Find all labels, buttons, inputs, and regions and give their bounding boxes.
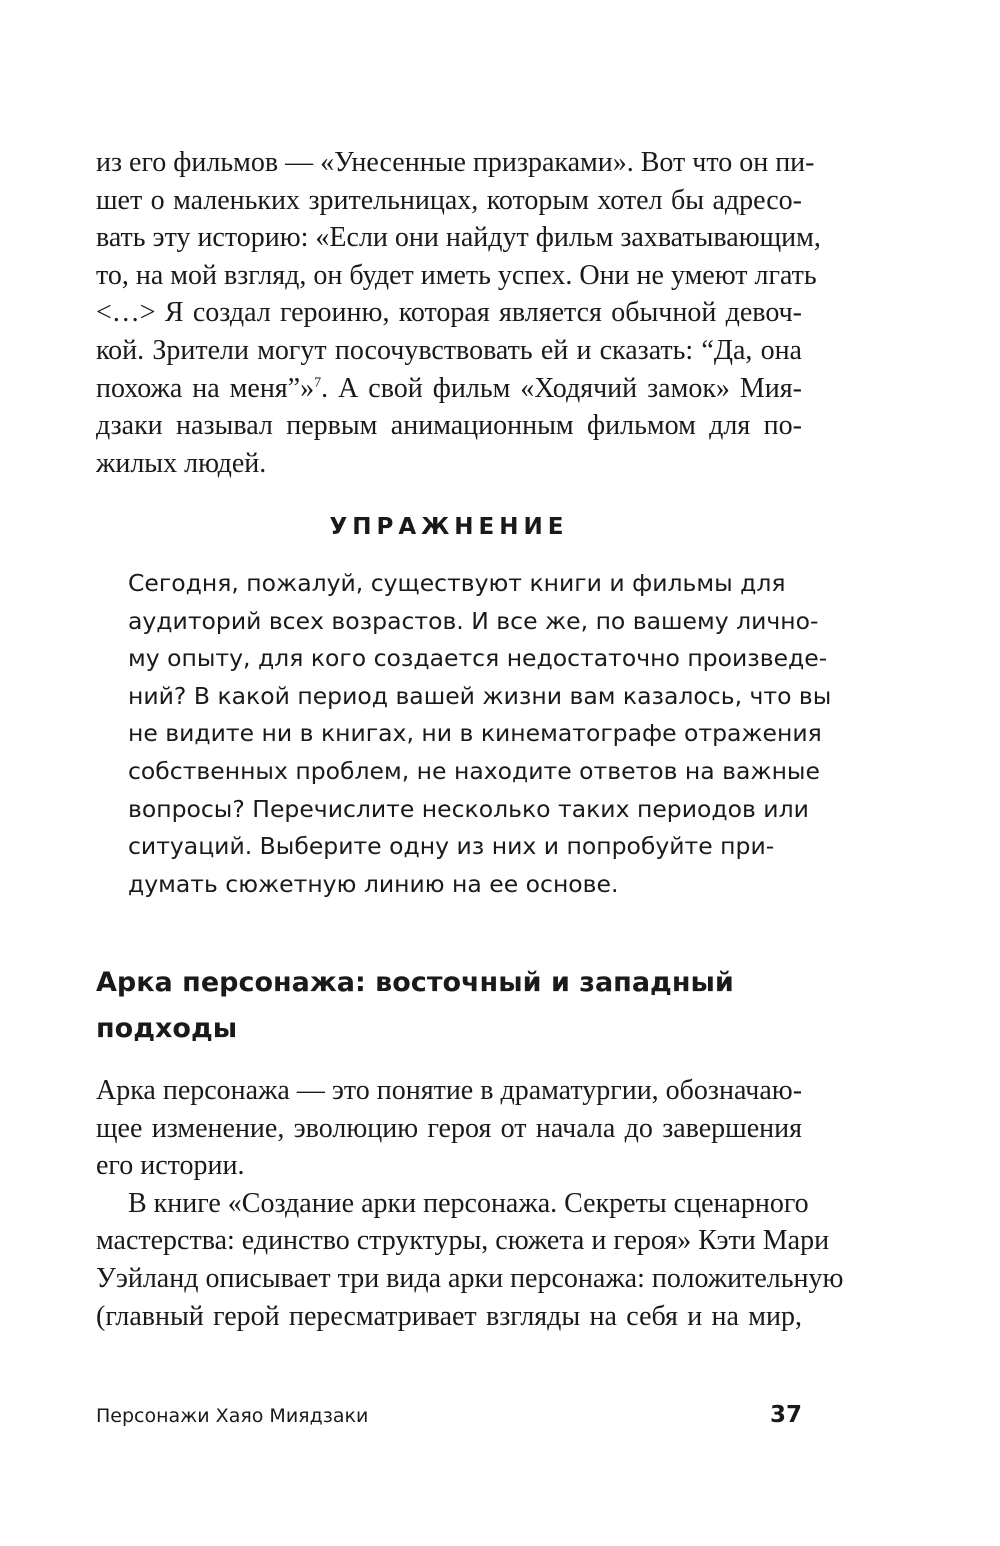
text-line: дзаки называл первым анимационным фильмом для по- (96, 410, 802, 442)
exercise-text (128, 565, 832, 903)
text-line: (главный герой пересматривает взгляды на себя и на мир, (96, 1300, 802, 1332)
text-fragment: похожа на меня”» (96, 372, 315, 404)
footnote-reference[interactable]: 7 (314, 375, 322, 391)
section-body (96, 1072, 844, 1335)
text-line: му опыту, для кого создается недостаточно произведе- (128, 644, 828, 673)
text-line: вопросы? Перечислите несколько таких периодов или (128, 794, 809, 823)
text-line: ситуаций. Выберите одну из них и попробуйте при- (128, 832, 775, 861)
text-line: <…> Я создал героиню, которая является обычной девоч- (96, 297, 802, 329)
text-line: Уэйланд описывает три вида арки персонажа: положительную (96, 1262, 844, 1294)
page-content (96, 144, 844, 1546)
paragraph-2 (96, 1072, 802, 1185)
text-line: из его фильмов — «Унесенные призраками». Вот что он пи- (96, 147, 815, 178)
text-line: Сегодня, пожалуй, существуют книги и фильмы для (128, 569, 786, 597)
paragraph-3 (96, 1185, 844, 1335)
text-line: вать эту историю: «Если они найдут фильм захватывающим, (96, 222, 821, 254)
text-line: аудиторий всех возрастов. И все же, по вашему лично- (128, 606, 819, 635)
section-title-line: Арка персонажа: восточный и западный (96, 967, 734, 998)
text-line: Арка персонажа — это понятие в драматургии, обозначаю- (96, 1075, 803, 1106)
text-line: не видите ни в книгах, ни в кинематографе отражения (128, 719, 822, 748)
page-number: 37 (769, 1402, 802, 1428)
text-line: щее изменение, эволюцию героя от начала до завершения (96, 1112, 802, 1144)
section-title-line: подходы (96, 1013, 238, 1044)
page-footer (96, 1402, 802, 1428)
text-line: жилых людей. (96, 447, 267, 479)
text-line: мастерства: единство структуры, сюжета и героя» Кэти Мари (96, 1225, 830, 1257)
text-line: В книге «Создание арки персонажа. Секреты сценарного (128, 1187, 809, 1219)
text-line: то, на мой взгляд, он будет иметь успех. Они не умеют лгать (96, 259, 817, 291)
exercise-heading: УПРАЖНЕНИЕ (329, 514, 569, 540)
text-line: кой. Зрители могут посочувствовать ей и сказать: “Да, она (96, 334, 802, 366)
paragraph-1 (96, 144, 821, 482)
text-line: ний? В какой период вашей жизни вам казалось, что вы (128, 681, 832, 710)
text-fragment: . А свой фильм «Ходячий замок» Мия- (321, 372, 802, 404)
section-title (96, 960, 734, 1052)
text-line: шет о маленьких зрительницах, которым хотел бы адресо- (96, 184, 802, 216)
text-line: его истории. (96, 1150, 245, 1182)
text-line-with-footnote (96, 370, 802, 408)
text-line: собственных проблем, не находите ответов на важные (128, 756, 820, 785)
text-line: думать сюжетную линию на ее основе. (128, 869, 619, 898)
running-footer-title: Персонажи Хаяо Миядзаки (96, 1405, 369, 1427)
